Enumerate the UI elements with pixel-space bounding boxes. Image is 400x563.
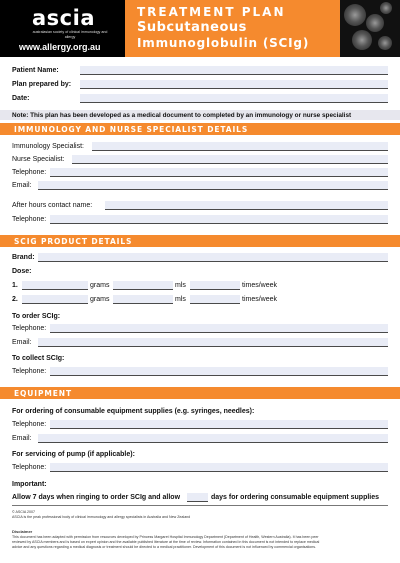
to-collect-label: To collect SCIg: xyxy=(12,355,65,362)
pump-telephone-field[interactable] xyxy=(50,463,388,472)
dose-1-times-label: times/week xyxy=(242,282,278,289)
equipment-email-label: Email: xyxy=(12,435,32,442)
immunology-telephone-field[interactable] xyxy=(50,168,388,177)
dose-2-times-field[interactable] xyxy=(190,295,240,304)
copyright-text: © ASCIA 2007 xyxy=(12,510,36,514)
section-equipment xyxy=(0,387,400,399)
dose-1-mls-label: mls xyxy=(175,282,186,289)
section-product xyxy=(0,235,400,247)
section-immunology xyxy=(0,123,400,135)
brand-field[interactable] xyxy=(38,253,388,262)
cell-image xyxy=(344,4,366,26)
immunology-telephone-label: Telephone: xyxy=(12,169,47,176)
immunology-specialist-field[interactable] xyxy=(92,142,388,151)
disclaimer-line-1: This document has been adapted with permission from resources developed by Princess Margaret Hospital Immunology Department (Department of Health, Western Australia). It has been peer xyxy=(12,535,319,539)
allow-text-end: days for ordering consumable equipment supplies xyxy=(211,494,380,501)
dose-1-grams-label: grams xyxy=(90,282,110,289)
section-immunology-title: IMMUNOLOGY AND NURSE SPECIALIST DETAILS xyxy=(14,125,249,134)
dose-1-number: 1. xyxy=(12,282,18,289)
nurse-specialist-label: Nurse Specialist: xyxy=(12,156,65,163)
disclaimer-title: Disclaimer xyxy=(12,529,33,534)
immunology-email-label: Email: xyxy=(12,182,32,189)
header xyxy=(0,0,400,57)
society-text: ASCIA is the peak professional body of clinical immunology and allergy specialists in Australia and New Zealand xyxy=(12,515,191,519)
after-hours-telephone-field[interactable] xyxy=(50,215,388,224)
dose-2-mls-label: mls xyxy=(175,296,186,303)
brand-label: Brand: xyxy=(12,254,35,261)
important-label: Important: xyxy=(12,481,47,488)
order-telephone-field[interactable] xyxy=(50,324,388,333)
dose-1-grams-field[interactable] xyxy=(22,281,88,290)
logo-subtitle: australasian society of clinical immunology and allergy xyxy=(32,30,108,39)
equipment-telephone-field[interactable] xyxy=(50,420,388,429)
patient-name-field[interactable] xyxy=(80,66,388,75)
note-text: Note: This plan has been developed as a medical document to completed by an immunology or nurse specialist xyxy=(12,111,352,119)
patient-name-label: Patient Name: xyxy=(12,67,59,74)
title-block xyxy=(125,0,340,57)
dose-2-number: 2. xyxy=(12,296,18,303)
equipment-telephone-label: Telephone: xyxy=(12,421,47,428)
date-label: Date: xyxy=(12,95,30,102)
disclaimer-line-3: advice and any questions regarding a medical diagnosis or treatment should be directed to a medical practitioner. Development of this document is not influenced by commercial organisations. xyxy=(12,545,317,549)
footer-divider xyxy=(12,505,388,506)
dose-1-times-field[interactable] xyxy=(190,281,240,290)
servicing-pump-label: For servicing of pump (if applicable): xyxy=(12,451,135,458)
immunology-email-field[interactable] xyxy=(38,181,388,190)
header-photo xyxy=(340,0,400,57)
plan-prepared-field[interactable] xyxy=(80,80,388,89)
order-telephone-label: Telephone: xyxy=(12,325,47,332)
allow-days-field[interactable] xyxy=(187,493,208,502)
note-banner xyxy=(0,110,400,120)
nurse-specialist-field[interactable] xyxy=(72,155,388,164)
ordering-supplies-label: For ordering of consumable equipment supplies (e.g. syringes, needles): xyxy=(12,408,255,415)
cell-image xyxy=(352,30,372,50)
dose-2-grams-field[interactable] xyxy=(22,295,88,304)
cell-image xyxy=(378,36,392,50)
immunology-specialist-label: Immunology Specialist: xyxy=(12,143,84,150)
dose-2-times-label: times/week xyxy=(242,296,278,303)
after-hours-field[interactable] xyxy=(105,201,388,210)
allow-text-start: Allow 7 days when ringing to order SCIg and allow xyxy=(12,494,181,501)
after-hours-label: After hours contact name: xyxy=(12,202,93,209)
collect-telephone-field[interactable] xyxy=(50,367,388,376)
ascia-logo xyxy=(0,0,125,57)
section-equipment-title: EQUIPMENT xyxy=(14,389,72,398)
pump-telephone-label: Telephone: xyxy=(12,464,47,471)
cell-image xyxy=(366,14,384,32)
title-line-3: Immunoglobulin (SCIg) xyxy=(137,36,310,50)
to-order-label: To order SCIg: xyxy=(12,313,61,320)
section-product-title: SCIG PRODUCT DETAILS xyxy=(14,237,133,246)
title-line-1: TREATMENT PLAN xyxy=(137,5,286,19)
dose-2-mls-field[interactable] xyxy=(113,295,173,304)
dose-label: Dose: xyxy=(12,268,32,275)
after-hours-telephone-label: Telephone: xyxy=(12,216,47,223)
order-email-label: Email: xyxy=(12,339,32,346)
website-url[interactable]: www.allergy.org.au xyxy=(19,42,101,52)
dose-2-grams-label: grams xyxy=(90,296,110,303)
title-line-2: Subcutaneous xyxy=(137,20,247,35)
plan-prepared-label: Plan prepared by: xyxy=(12,81,72,88)
logo-word: ascia xyxy=(32,6,95,30)
order-email-field[interactable] xyxy=(38,338,388,347)
equipment-email-field[interactable] xyxy=(38,434,388,443)
cell-image xyxy=(380,2,392,14)
disclaimer-line-2: reviewed by ASCIA members and is based on expert opinion and the available published literature at the time of review. Information contained in this document is not intended to replace medical xyxy=(12,540,320,544)
dose-1-mls-field[interactable] xyxy=(113,281,173,290)
date-field[interactable] xyxy=(80,94,388,103)
collect-telephone-label: Telephone: xyxy=(12,368,47,375)
